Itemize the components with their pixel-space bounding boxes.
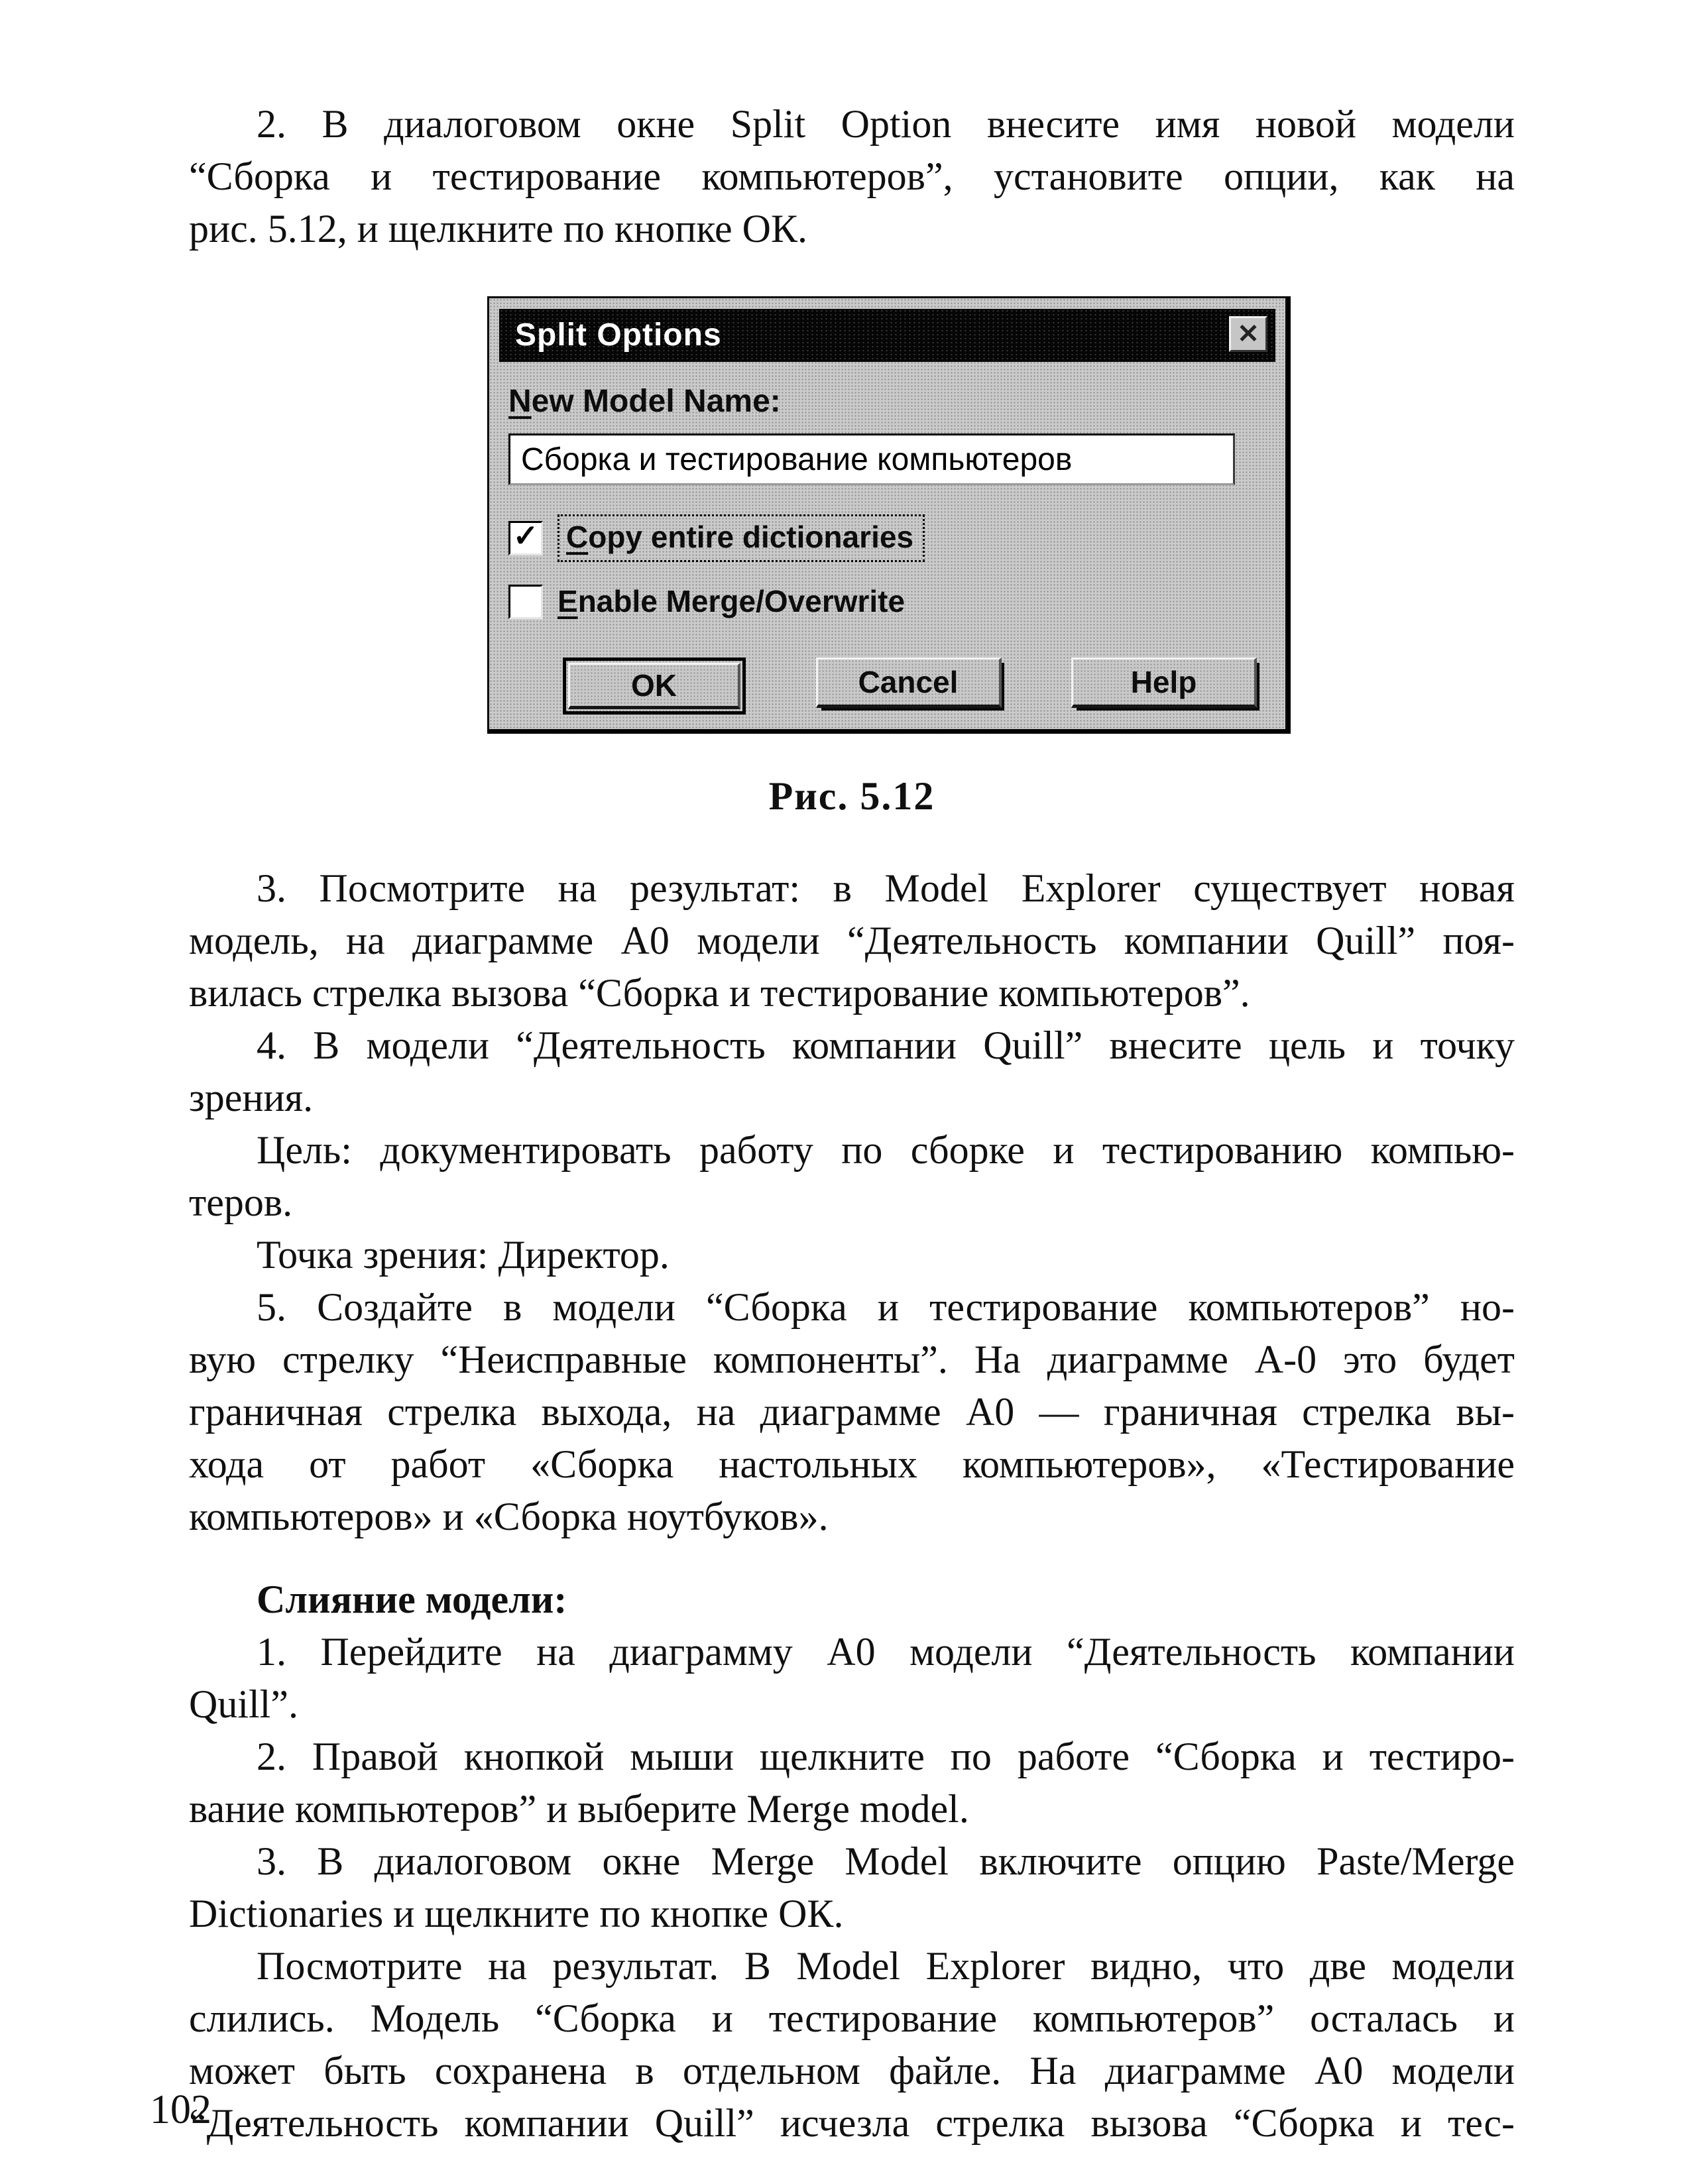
accelerator-letter: N bbox=[508, 384, 532, 419]
figure-5-12 bbox=[487, 296, 1291, 734]
paragraph-line: 5. Создайте в модели “Сборка и тестирование компьютеров” но- bbox=[257, 1285, 1515, 1329]
paragraph-line: “Деятельность компании Quill” исчезла стрелка вызова “Сборка и тес- bbox=[189, 2100, 1515, 2145]
checkmark-icon: ✓ bbox=[512, 518, 539, 553]
paragraph-line: вилась стрелка вызова “Сборка и тестирование компьютеров”. bbox=[189, 970, 1250, 1015]
new-model-name-label bbox=[508, 386, 1275, 418]
paragraph-line: компьютеров» и «Сборка ноутбуков». bbox=[189, 1494, 829, 1538]
paragraph-step3 bbox=[189, 862, 1515, 1019]
section-heading: Слияние модели: bbox=[257, 1577, 567, 1621]
paragraph-step2 bbox=[189, 98, 1515, 255]
paragraph-line: 1. Перейдите на диаграмму А0 модели “Деятельность компании bbox=[257, 1629, 1515, 1674]
paragraph-line: вую стрелку “Неисправные компоненты”. На диаграмме А-0 это будет bbox=[189, 1337, 1515, 1381]
figure-caption: Рис. 5.12 bbox=[768, 774, 935, 818]
paragraph-line: может быть сохранена в отдельном файле. На диаграмме А0 модели bbox=[189, 2048, 1515, 2093]
paragraph-merge1 bbox=[189, 1626, 1515, 1731]
paragraph-line: “Сборка и тестирование компьютеров”, установите опции, как на bbox=[189, 154, 1515, 198]
help-button[interactable]: Help bbox=[1071, 658, 1257, 708]
paragraph-goal bbox=[189, 1124, 1515, 1229]
copy-dictionaries-row bbox=[508, 514, 1275, 562]
paragraph-line: 2. В диалоговом окне Split Option внесите имя новой модели bbox=[257, 102, 1515, 146]
paragraph-line: Посмотрите на результат. В Model Explorer видно, что две модели bbox=[257, 1943, 1515, 1988]
paragraph-line: Quill”. bbox=[189, 1682, 298, 1726]
copy-dictionaries-label bbox=[557, 514, 925, 562]
paragraph-step4 bbox=[189, 1019, 1515, 1124]
dialog-body bbox=[499, 386, 1275, 715]
paragraph-line: 4. В модели “Деятельность компании Quill” внесите цель и точку bbox=[257, 1023, 1515, 1067]
paragraph-line: теров. bbox=[189, 1180, 293, 1224]
default-button-frame bbox=[563, 658, 746, 715]
enable-merge-row bbox=[508, 585, 1275, 619]
accelerator-letter: E bbox=[557, 584, 578, 619]
paragraph-line: 3. В диалоговом окне Merge Model включите опцию Paste/Merge bbox=[257, 1839, 1515, 1883]
paragraph-line: зрения. bbox=[189, 1075, 314, 1120]
paragraph-merge3 bbox=[189, 1835, 1515, 1940]
label-text: opy entire dictionaries bbox=[588, 520, 914, 554]
paragraph-line: 2. Правой кнопкой мыши щелкните по работе “Сборка и тестиро- bbox=[257, 1734, 1515, 1778]
paragraph-viewpoint bbox=[189, 1229, 1515, 1281]
enable-merge-label bbox=[557, 585, 905, 618]
paragraph-line: Цель: документировать работу по сборке и тестированию компью- bbox=[257, 1127, 1515, 1172]
paragraph-line: хода от работ «Сборка настольных компьютеров», «Тестирование bbox=[189, 1442, 1515, 1486]
paragraph-line: Точка зрения: Директор. bbox=[257, 1232, 670, 1277]
paragraph-result bbox=[189, 1940, 1515, 2150]
accelerator-letter: C bbox=[566, 520, 589, 554]
ok-button[interactable]: OK bbox=[568, 663, 740, 709]
split-options-dialog bbox=[487, 296, 1291, 734]
paragraph-line: вание компьютеров” и выберите Merge model. bbox=[189, 1786, 969, 1831]
close-icon[interactable]: ✕ bbox=[1229, 316, 1267, 352]
label-text: ew Model Name: bbox=[531, 384, 781, 419]
new-model-name-input[interactable] bbox=[508, 433, 1235, 485]
paragraph-step5 bbox=[189, 1281, 1515, 1543]
paragraph-line: модель, на диаграмме А0 модели “Деятельность компании Quill” поя- bbox=[189, 918, 1515, 962]
page-number: 102 bbox=[150, 2087, 211, 2132]
paragraph-merge2 bbox=[189, 1731, 1515, 1835]
paragraph-line: слились. Модель “Сборка и тестирование компьютеров” осталась и bbox=[189, 1996, 1515, 2040]
enable-merge-checkbox[interactable] bbox=[508, 585, 543, 619]
paragraph-line: рис. 5.12, и щелкните по кнопке ОК. bbox=[189, 207, 807, 251]
label-text: nable Merge/Overwrite bbox=[577, 584, 906, 619]
dialog-titlebar[interactable] bbox=[499, 309, 1275, 362]
copy-dictionaries-checkbox[interactable] bbox=[508, 518, 543, 555]
paragraph-line: Dictionaries и щелкните по кнопке ОК. bbox=[189, 1891, 844, 1935]
paragraph-line: 3. Посмотрите на результат: в Model Explorer существует новая bbox=[257, 866, 1515, 910]
dialog-buttons bbox=[563, 658, 1257, 715]
text-column bbox=[189, 98, 1515, 2150]
cancel-button[interactable]: Cancel bbox=[816, 658, 1002, 708]
dialog-title: Split Options bbox=[515, 317, 722, 353]
paragraph-line: граничная стрелка выхода, на диаграмме А0 — граничная стрелка вы- bbox=[189, 1389, 1515, 1434]
